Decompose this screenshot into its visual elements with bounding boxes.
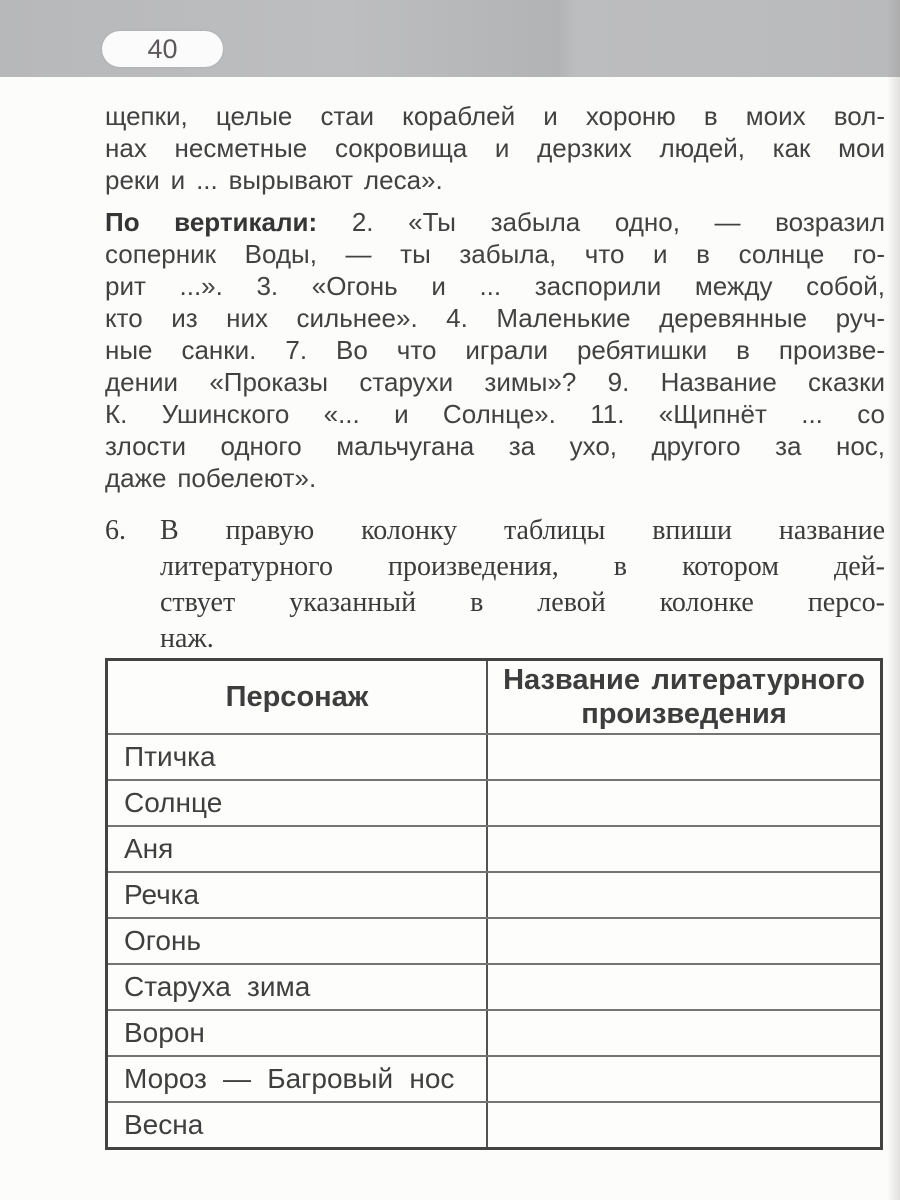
- answer-cell: [488, 781, 880, 825]
- character-name: Аня: [124, 833, 174, 864]
- character-cell: [108, 1057, 488, 1101]
- header-cell-title: [488, 661, 880, 733]
- text-line: щепки, целые стаи кораблей и хороню в моих вол-: [105, 101, 885, 131]
- clues-direction-label: По вертикали:: [105, 207, 318, 237]
- text-line: дении «Проказы старухи зимы»? 9. Название сказки: [105, 367, 885, 397]
- text-line: К. Ушинского «... и Солнце». 11. «Щипнёт ... со: [105, 399, 885, 429]
- page-header-band: [0, 0, 900, 77]
- table-row: [108, 1055, 880, 1101]
- table-row: [108, 963, 880, 1009]
- character-name: Старуха зима: [124, 971, 311, 1002]
- table-row: [108, 733, 880, 779]
- clues-paragraph: [105, 100, 885, 196]
- character-cell: [108, 735, 488, 779]
- answer-cell: [488, 735, 880, 779]
- page-number-badge: [102, 31, 223, 67]
- header-title-line1: Название литературного: [503, 664, 865, 696]
- task-item-6: [105, 513, 885, 657]
- character-cell: [108, 873, 488, 917]
- header-character-label: Персонаж: [225, 680, 369, 713]
- answer-cell: [488, 919, 880, 963]
- character-cell: [108, 919, 488, 963]
- table-row: [108, 825, 880, 871]
- answer-cell: [488, 873, 880, 917]
- text-line: литературного произведения, в котором дей-: [160, 551, 885, 582]
- character-name: Весна: [124, 1109, 204, 1140]
- characters-table: [105, 658, 883, 1150]
- character-cell: [108, 781, 488, 825]
- character-cell: [108, 965, 488, 1009]
- text-line: рит ...». 3. «Огонь и ... заспорили между собой,: [105, 271, 885, 301]
- answer-cell: [488, 1057, 880, 1101]
- clue-text: 2. «Ты забыла одно, — возразил: [351, 207, 886, 237]
- text-line: нах несметные сокровища и дерзких людей, как мои: [105, 133, 885, 163]
- character-name: Мороз — Багровый нос: [124, 1063, 455, 1094]
- table-row: [108, 1101, 880, 1147]
- text-line: кто из них сильнее». 4. Маленькие деревянные руч-: [105, 303, 885, 333]
- answer-cell: [488, 1103, 880, 1147]
- clue-lines: [105, 238, 885, 494]
- table-row: [108, 871, 880, 917]
- character-cell: [108, 1011, 488, 1055]
- text-line: даже побелеют».: [105, 463, 317, 493]
- table-row: [108, 1009, 880, 1055]
- text-line: наж.: [160, 623, 214, 654]
- answer-cell: [488, 965, 880, 1009]
- task-number: 6.: [105, 515, 126, 546]
- text-line: соперник Воды, — ты забыла, что и в солнце го-: [105, 239, 885, 269]
- character-name: Птичка: [124, 741, 216, 772]
- text-line: ствует указанный в левой колонке персо-: [160, 587, 885, 618]
- character-name: Солнце: [124, 787, 223, 818]
- text-line: ные санки. 7. Во что играли ребятишки в произве-: [105, 335, 885, 365]
- table-body: [108, 733, 880, 1147]
- page-content: [105, 77, 885, 1150]
- text-line: злости одного мальчугана за ухо, другого за нос,: [105, 431, 885, 461]
- text-line: реки и ... вырывают леса».: [105, 165, 443, 195]
- task-instruction: [105, 513, 885, 657]
- text-line: [105, 206, 885, 238]
- character-name: Речка: [124, 879, 200, 910]
- page-edge-shadow: [887, 0, 900, 1200]
- text-line: В правую колонку таблицы впиши название: [160, 515, 885, 546]
- table-row: [108, 779, 880, 825]
- character-name: Ворон: [124, 1017, 205, 1048]
- table-header-row: [108, 661, 880, 733]
- answer-cell: [488, 827, 880, 871]
- table-row: [108, 917, 880, 963]
- character-name: Огонь: [124, 925, 201, 956]
- header-cell-character: [108, 661, 488, 733]
- character-cell: [108, 827, 488, 871]
- character-cell: [108, 1103, 488, 1147]
- header-title-line2: произведения: [581, 698, 787, 730]
- answer-cell: [488, 1011, 880, 1055]
- vertical-clues-paragraph: [105, 206, 885, 494]
- page-number: 40: [147, 33, 178, 64]
